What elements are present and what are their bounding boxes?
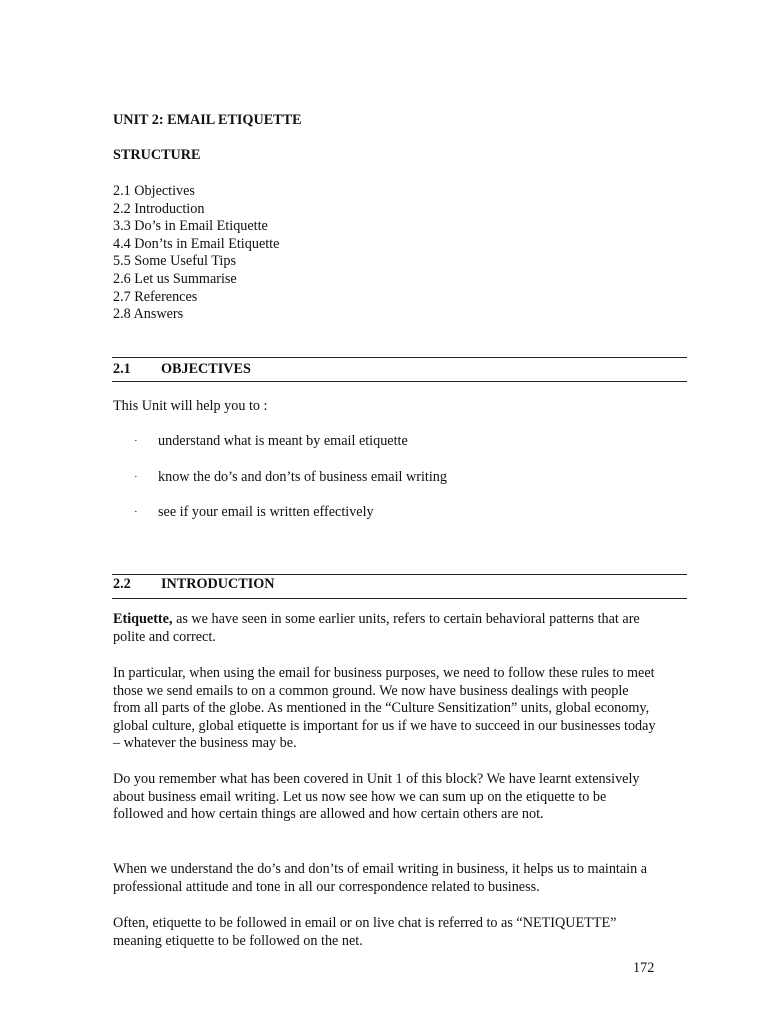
toc-item: 2.2 Introduction [113,200,205,217]
toc-item: 2.7 References [113,288,198,305]
objective-bullet: see if your email is written effectively [158,504,374,520]
bullet-dot: · [134,506,138,518]
toc-item: 2.6 Let us Summarise [113,270,237,287]
intro-paragraph-3: Do you remember what has been covered in Unit 1 of this block? We have learnt extensively about business email writing. Let us now see how we can sum up on the etiquette to be followed and how certain things are allowed and how certain others are not. [113,771,640,823]
section-title: INTRODUCTION [161,576,275,592]
section-heading-objectives [113,361,251,378]
structure-heading: STRUCTURE [113,147,201,163]
toc-item: 2.1 Objectives [113,183,195,199]
section-rule-bottom [112,598,687,599]
bullet-dot: · [134,435,138,447]
toc-item: 3.3 Do’s in Email Etiquette [113,218,268,235]
section-title: OBJECTIVES [161,361,251,377]
table-of-contents [113,183,279,324]
section-number: 2.1 [113,361,131,377]
intro-paragraph-5: Often, etiquette to be followed in email or on live chat is referred to as “NETIQUETTE” meaning etiquette to be followed on the net. [113,915,617,949]
intro-paragraph-2: In particular, when using the email for business purposes, we need to follow these rules to meet those we send emails to on a common ground. We now have business dealings with people from all parts of the globe. As mentioned in the “Culture Sensitization” units, global economy, global culture, global etiquette is important for us if we have to succeed in our businesses today – whatever the business may be. [113,665,656,752]
bullet-dot: · [134,471,138,483]
term-etiquette: Etiquette, [113,611,173,627]
objective-bullet: know the do’s and don’ts of business email writing [158,469,447,485]
objective-bullet: understand what is meant by email etiquette [158,433,408,449]
section-rule-top [112,357,687,358]
objectives-intro: This Unit will help you to : [113,398,268,414]
toc-item: 4.4 Don’ts in Email Etiquette [113,235,280,252]
page-number: 172 [633,960,655,976]
toc-item: 5.5 Some Useful Tips [113,253,236,270]
section-number: 2.2 [113,576,131,592]
section-heading-introduction [113,576,275,593]
unit-title: UNIT 2: EMAIL ETIQUETTE [113,112,302,128]
toc-item: 2.8 Answers [113,306,184,323]
section-rule-top [112,574,687,575]
intro-paragraph-4: When we understand the do’s and don’ts of email writing in business, it helps us to maintain a professional attitude and tone in all our correspondence related to business. [113,861,648,895]
paragraph-text: as we have seen in some earlier units, refers to certain behavioral patterns that are polite and correct. [113,611,640,645]
section-rule-bottom [112,381,687,382]
intro-paragraph-1 [113,611,658,646]
